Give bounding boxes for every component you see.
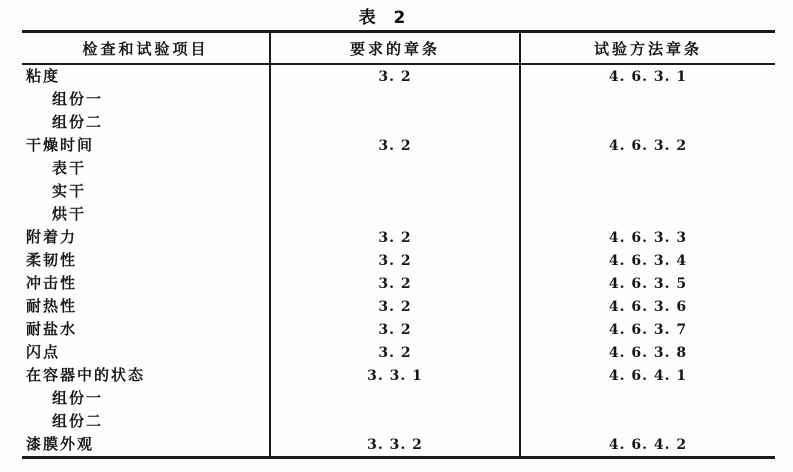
table-row — [22, 88, 775, 111]
required-clause-cell: 3. 2 — [270, 249, 520, 272]
required-clause-cell: 3. 3. 1 — [270, 364, 520, 387]
test-method-clause-cell: 4. 6. 4. 1 — [608, 367, 688, 384]
column-header-item: 检查和试验项目 — [22, 32, 270, 65]
item-cell: 组份一 — [22, 88, 270, 111]
column-header-test-method-clause: 试验方法章条 — [520, 32, 775, 65]
required-clause-cell — [270, 180, 520, 203]
table-row — [22, 295, 775, 318]
table-row — [22, 203, 775, 226]
item-cell: 粘度 — [22, 64, 270, 88]
test-method-clause-cell: 4. 6. 3. 8 — [608, 344, 688, 361]
required-clause-cell — [270, 157, 520, 180]
table-row — [22, 433, 775, 458]
required-clause-cell: 3. 2 — [270, 64, 520, 88]
item-cell: 漆膜外观 — [22, 433, 270, 458]
test-method-clause-cell: 4. 6. 3. 5 — [608, 275, 688, 292]
table-row — [22, 157, 775, 180]
item-cell: 附着力 — [22, 226, 270, 249]
item-cell: 实干 — [22, 180, 270, 203]
test-method-clause-cell: 4. 6. 3. 6 — [608, 298, 688, 315]
test-method-clause-cell: 4. 6. 3. 4 — [608, 252, 688, 269]
table-row — [22, 134, 775, 157]
test-method-clause-cell — [520, 203, 775, 226]
table-row — [22, 249, 775, 272]
required-clause-cell: 3. 2 — [270, 134, 520, 157]
required-clause-cell: 3. 2 — [270, 318, 520, 341]
item-cell: 闪点 — [22, 341, 270, 364]
test-method-clause-cell — [520, 387, 775, 410]
test-method-clause-cell: 4. 6. 3. 1 — [608, 68, 688, 85]
table-row — [22, 410, 775, 433]
table-row — [22, 64, 775, 88]
required-clause-cell — [270, 203, 520, 226]
table-row — [22, 111, 775, 134]
required-clause-cell — [270, 410, 520, 433]
item-cell: 表干 — [22, 157, 270, 180]
test-method-clause-cell: 4. 6. 3. 3 — [608, 229, 688, 246]
item-cell: 冲击性 — [22, 272, 270, 295]
column-header-required-clause: 要求的章条 — [270, 32, 520, 65]
test-method-clause-cell: 4. 6. 3. 7 — [608, 321, 688, 338]
item-cell: 干燥时间 — [22, 134, 270, 157]
required-clause-cell: 3. 2 — [270, 272, 520, 295]
test-method-clause-cell — [520, 88, 775, 111]
test-method-clause-cell: 4. 6. 3. 2 — [608, 137, 688, 154]
item-cell: 组份二 — [22, 410, 270, 433]
table-title: 表 2 — [358, 8, 412, 28]
test-method-clause-cell — [520, 111, 775, 134]
required-clause-cell: 3. 2 — [270, 226, 520, 249]
required-clause-cell: 3. 2 — [270, 295, 520, 318]
table-row — [22, 318, 775, 341]
table-row — [22, 387, 775, 410]
item-cell: 组份一 — [22, 387, 270, 410]
item-cell: 柔韧性 — [22, 249, 270, 272]
test-method-clause-cell — [520, 410, 775, 433]
table-row — [22, 180, 775, 203]
required-clause-cell — [270, 387, 520, 410]
test-method-clause-cell — [520, 180, 775, 203]
item-cell: 耐盐水 — [22, 318, 270, 341]
table-body — [22, 64, 775, 458]
required-clause-cell — [270, 88, 520, 111]
test-method-clause-cell: 4. 6. 4. 2 — [608, 436, 688, 453]
table-row — [22, 341, 775, 364]
test-method-clause-cell — [520, 157, 775, 180]
required-clause-cell: 3. 2 — [270, 341, 520, 364]
required-clause-cell: 3. 3. 2 — [270, 433, 520, 458]
item-cell: 在容器中的状态 — [22, 364, 270, 387]
item-cell: 组份二 — [22, 111, 270, 134]
inspection-test-table — [22, 30, 775, 459]
table-row — [22, 226, 775, 249]
item-cell: 耐热性 — [22, 295, 270, 318]
table-row — [22, 272, 775, 295]
table-row — [22, 364, 775, 387]
required-clause-cell — [270, 111, 520, 134]
item-cell: 烘干 — [22, 203, 270, 226]
header-row — [22, 32, 775, 65]
